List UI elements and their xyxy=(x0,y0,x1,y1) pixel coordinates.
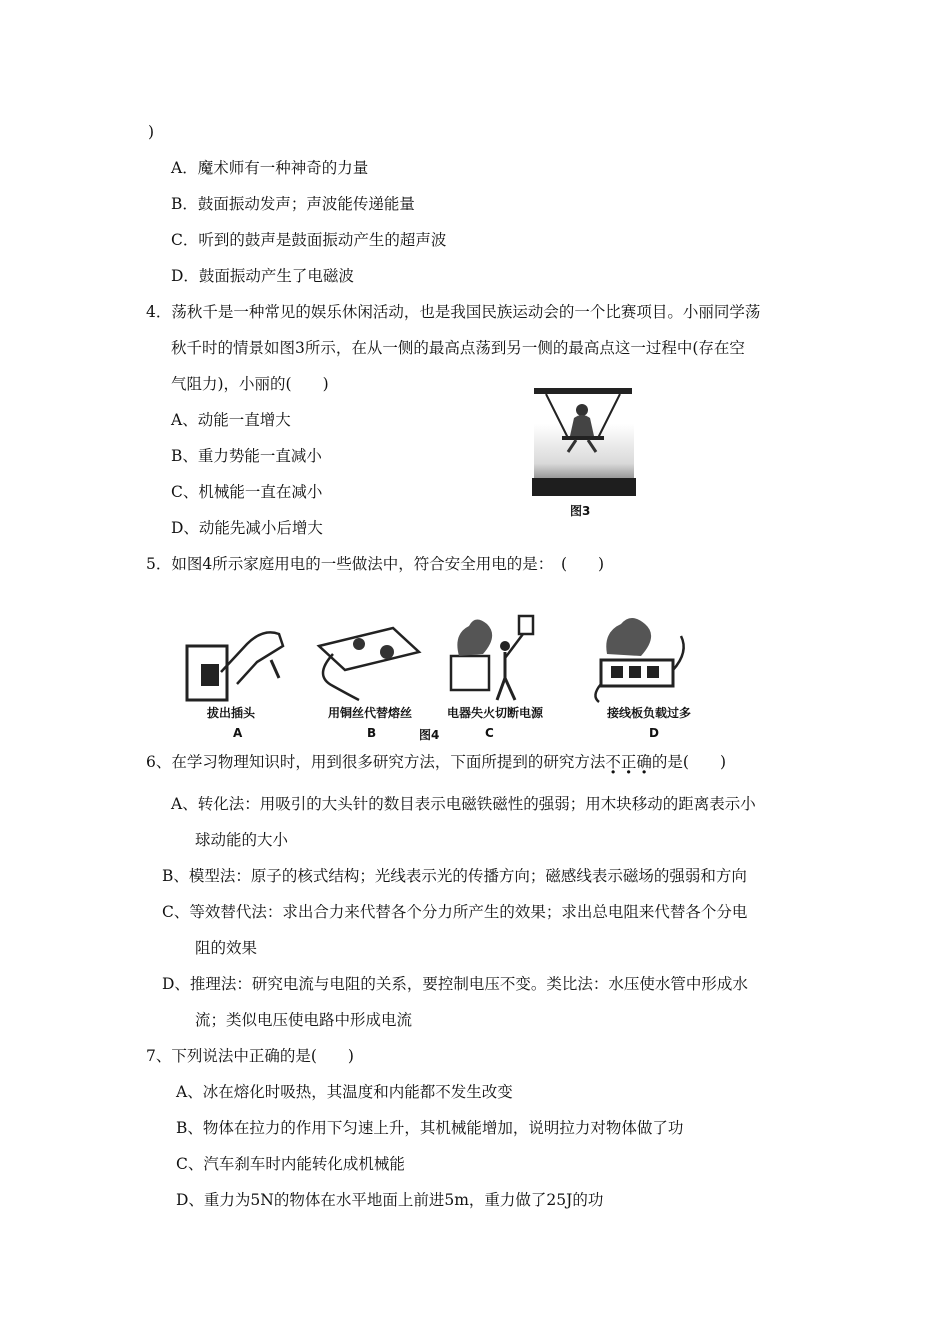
q3-close-paren: ) xyxy=(148,123,155,141)
q3-option-c: C．听到的鼓声是鼓面振动产生的超声波 xyxy=(171,231,447,249)
q6-option-a-line2: 球动能的大小 xyxy=(195,831,289,849)
figure-3-caption: 图3 xyxy=(570,504,591,518)
q4-option-b: B、重力势能一直减小 xyxy=(171,447,322,465)
q6-option-a-line1: A、转化法：用吸引的大头针的数目表示电磁铁磁性的强弱；用木块移动的距离表示小 xyxy=(171,795,756,813)
q6-stem-prefix: 6、在学习物理知识时，用到很多研究方法，下面所提到的研究方法 xyxy=(146,753,606,771)
q5-stem: 5．如图4所示家庭用电的一些做法中，符合安全用电的是： ( ) xyxy=(146,555,605,573)
q4-option-c: C、机械能一直在减小 xyxy=(171,483,323,501)
q4-option-a: A、动能一直增大 xyxy=(171,411,291,429)
panel-a-letter: A xyxy=(233,726,243,740)
q7-option-a: A、冰在熔化时吸热，其温度和内能都不发生改变 xyxy=(176,1083,513,1101)
figure-4-drawings xyxy=(183,606,723,706)
q7-option-d: D、重力为5N的物体在水平地面上前进5m，重力做了25J的功 xyxy=(176,1191,604,1209)
figure-4-electrical-safety xyxy=(183,606,723,746)
panel-c-letter: C xyxy=(485,726,494,740)
swing-illustration xyxy=(528,384,640,518)
panel-d-letter: D xyxy=(649,726,659,740)
q6-option-b: B、模型法：原子的核式结构；光线表示光的传播方向；磁感线表示磁场的强弱和方向 xyxy=(162,867,747,885)
q6-option-d-line2: 流；类似电压使电路中形成电流 xyxy=(195,1011,413,1029)
panel-b-label: 用铜丝代替熔丝 xyxy=(328,706,413,720)
panel-a-label: 拔出插头 xyxy=(207,706,256,720)
figure-3-swing xyxy=(528,384,640,518)
q4-stem-line1: 4．荡秋千是一种常见的娱乐休闲活动，也是我国民族运动会的一个比赛项目。小丽同学荡 xyxy=(146,303,761,321)
q6-option-c-line1: C、等效替代法：求出合力来代替各个分力所产生的效果；求出总电阻来代替各个分电 xyxy=(162,903,748,921)
panel-c-label: 电器失火切断电源 xyxy=(447,706,544,720)
q3-option-b: B．鼓面振动发声；声波能传递能量 xyxy=(171,195,415,213)
q4-stem-line2: 秋千时的情景如图3所示，在从一侧的最高点荡到另一侧的最高点这一过程中(存在空 xyxy=(171,339,745,357)
panel-d-label: 接线板负载过多 xyxy=(607,706,692,720)
q7-stem: 7、下列说法中正确的是( ) xyxy=(146,1047,354,1065)
q6-option-c-line2: 阻的效果 xyxy=(195,939,258,957)
q3-option-a: A．魔术师有一种神奇的力量 xyxy=(171,159,369,177)
q7-option-b: B、物体在拉力的作用下匀速上升，其机械能增加，说明拉力对物体做了功 xyxy=(176,1119,684,1137)
q4-option-d: D、动能先减小后增大 xyxy=(171,519,323,537)
q6-emphasis-1: 不 xyxy=(605,753,621,771)
figure-4-caption: 图4 xyxy=(419,728,440,742)
q3-option-d: D．鼓面振动产生了电磁波 xyxy=(171,267,354,285)
q6-stem xyxy=(146,752,726,772)
q4-stem-line3: 气阻力)，小丽的( ) xyxy=(171,375,329,393)
q6-option-d-line1: D、推理法：研究电流与电阻的关系，要控制电压不变。类比法：水压使水管中形成水 xyxy=(162,975,748,993)
q6-emphasis-2: 正 xyxy=(620,753,637,771)
panel-b-letter: B xyxy=(367,726,377,740)
q6-emphasis-3: 确 xyxy=(636,753,652,771)
q7-option-c: C、汽车刹车时内能转化成机械能 xyxy=(176,1155,405,1173)
q6-stem-suffix: 的是( ) xyxy=(651,753,727,771)
